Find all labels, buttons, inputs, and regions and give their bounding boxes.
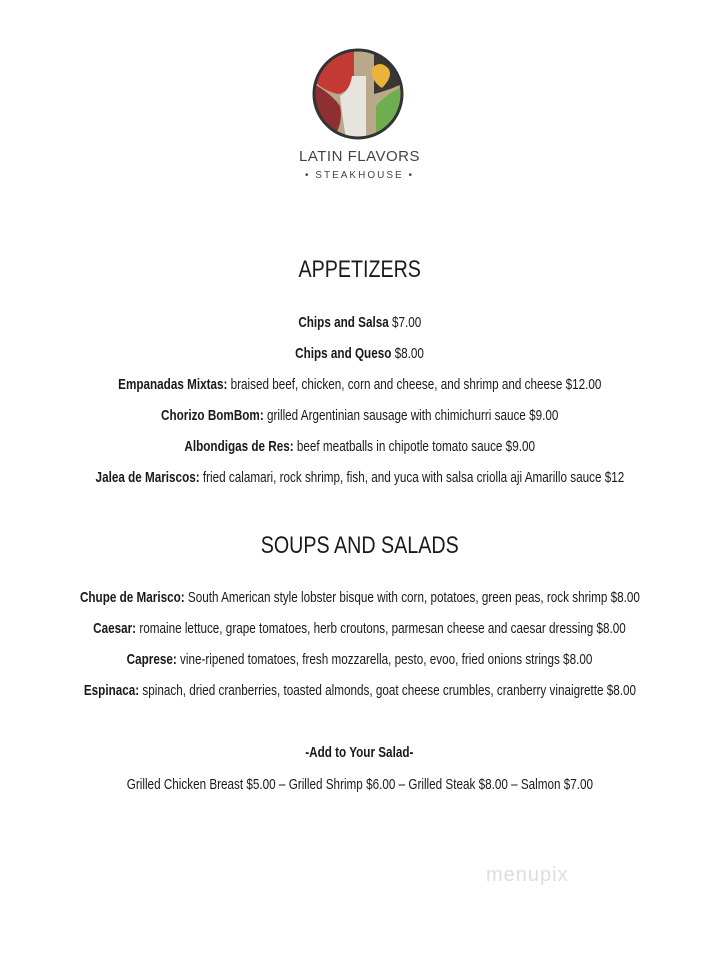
menu-item bbox=[0, 407, 719, 424]
watermark: menupix bbox=[486, 864, 569, 886]
menu-item bbox=[0, 376, 719, 393]
menu-item bbox=[0, 589, 719, 606]
menu-item-description: beef meatballs in chipotle tomato sauce bbox=[296, 438, 506, 455]
menu-item-price: $8.00 bbox=[563, 651, 593, 668]
menu-item-name: Albondigas de Res: bbox=[184, 438, 294, 455]
menu-item-description: South American style lobster bisque with corn, potatoes, green peas, rock shrimp bbox=[187, 589, 607, 606]
menu-item-description: fried calamari, rock shrimp, fish, and yuca with salsa criolla aji Amarillo sauce bbox=[202, 469, 602, 486]
menu-item bbox=[0, 438, 719, 455]
menu-item-price: $8.00 bbox=[610, 589, 640, 606]
menu-item-price: $8.00 bbox=[394, 345, 424, 362]
menu-item bbox=[0, 469, 719, 486]
menu-item-price: $12 bbox=[604, 469, 624, 486]
menu-item-name: Empanadas Mixtas: bbox=[117, 376, 228, 393]
addons-title: -Add to Your Salad- bbox=[305, 744, 414, 761]
menu-item-price: $8.00 bbox=[606, 682, 636, 699]
menu-item-name: Espinaca: bbox=[83, 682, 139, 699]
brand-name: LATIN FLAVORS bbox=[299, 148, 420, 165]
menu-item bbox=[0, 651, 719, 668]
menu-item-price: $9.00 bbox=[528, 407, 559, 424]
menu-item-name: Chupe de Marisco: bbox=[79, 589, 185, 606]
menu-item-description: spinach, dried cranberries, toasted almonds, goat cheese crumbles, cranberry vinaigrette bbox=[141, 682, 604, 699]
menu-item-price: $12.00 bbox=[565, 376, 602, 393]
menu-item-name: Jalea de Mariscos: bbox=[95, 469, 200, 486]
menu-item-name: Chips and Queso bbox=[295, 345, 392, 362]
menu-item-name: Chorizo BomBom: bbox=[160, 407, 264, 424]
menu-item bbox=[0, 314, 719, 331]
menu-item-price: $9.00 bbox=[505, 438, 535, 455]
addons-list: Grilled Chicken Breast $5.00 – Grilled Shrimp $6.00 – Grilled Steak $8.00 – Salmon $7.00 bbox=[126, 776, 593, 793]
menu-item-price: $7.00 bbox=[391, 314, 421, 331]
menu-item-description: vine-ripened tomatoes, fresh mozzarella, pesto, evoo, fried onions strings bbox=[179, 651, 560, 668]
menu-item bbox=[0, 345, 719, 362]
restaurant-logo bbox=[310, 46, 406, 142]
section-title-appetizers: APPETIZERS bbox=[298, 256, 421, 283]
section-title-soups-salads: SOUPS AND SALADS bbox=[260, 532, 459, 559]
menu-item-name: Caesar: bbox=[93, 620, 137, 637]
menu-item-price: $8.00 bbox=[596, 620, 626, 637]
menu-item-description: braised beef, chicken, corn and cheese, and shrimp and cheese bbox=[230, 376, 563, 393]
menu-item-name: Caprese: bbox=[126, 651, 177, 668]
menu-item-name: Chips and Salsa bbox=[298, 314, 389, 331]
menu-item-description: romaine lettuce, grape tomatoes, herb croutons, parmesan cheese and caesar dressing bbox=[139, 620, 594, 637]
brand-subtitle: • STEAKHOUSE • bbox=[305, 170, 414, 181]
menu-item-description: grilled Argentinian sausage with chimichurri sauce bbox=[266, 407, 526, 424]
menu-item bbox=[0, 682, 719, 699]
menu-item bbox=[0, 620, 719, 637]
